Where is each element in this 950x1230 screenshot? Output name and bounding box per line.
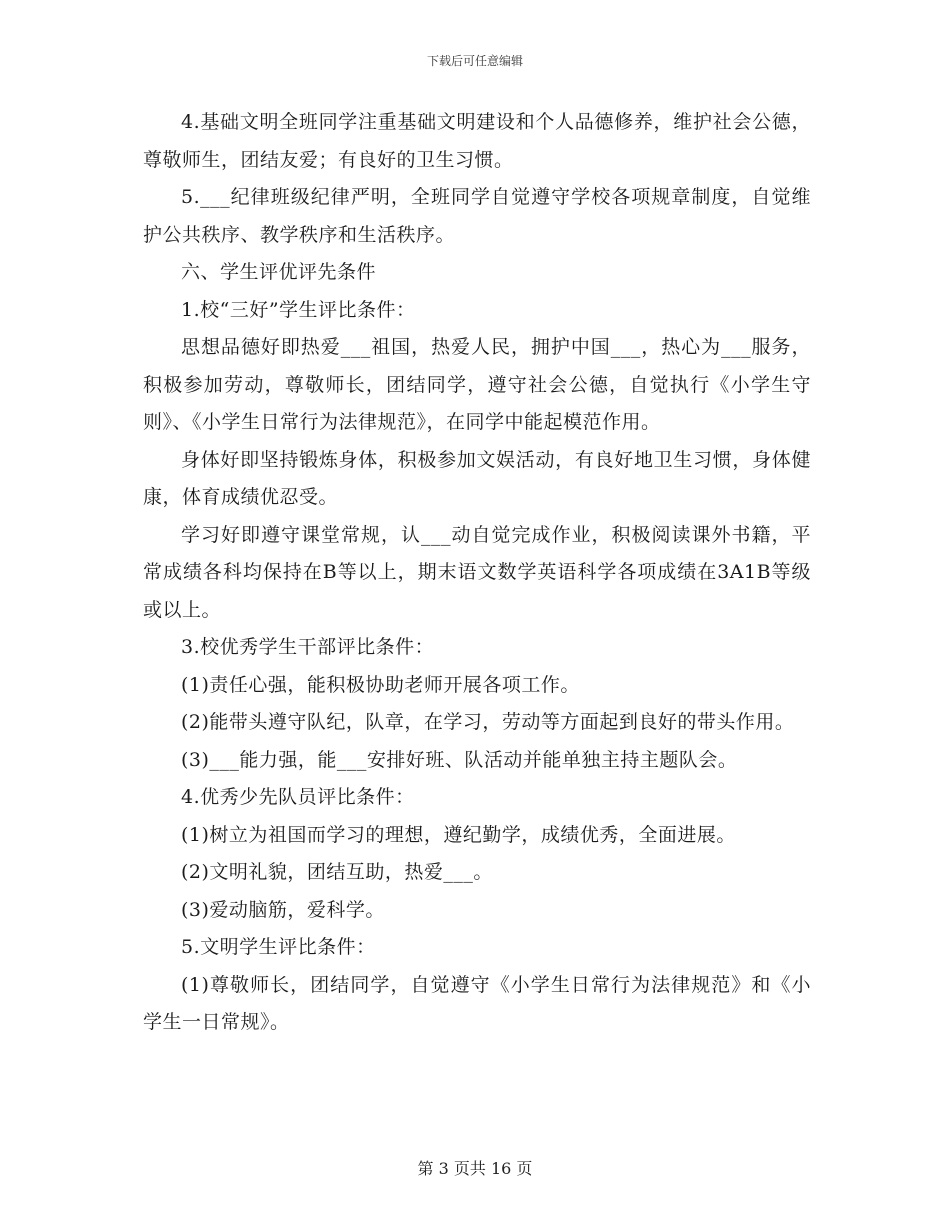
subheading-three-good: 1.校“三好”学生评比条件：	[181, 298, 416, 321]
paragraph-physical: 身体好即坚持锻炼身体，积极参加文娱活动，有良好地卫生习惯，身体健康，体育成绩优忍受。	[143, 448, 811, 508]
list-item: (1)尊敬师长，团结同学，自觉遵守《小学生日常行为法律规范》和《小学生一日常规》。	[143, 973, 811, 1033]
list-item: (1)责任心强，能积极协助老师开展各项工作。	[181, 673, 580, 696]
subheading-civil-student: 5.文明学生评比条件：	[181, 936, 376, 958]
paragraph-moral: 思想品德好即热爱___祖国，热爱人民，拥护中国___，热心为___服务，积极参加劳动，尊敬师长，团结同学，遵守社会公德，自觉执行《小学生守则》、《小学生日常行为法律规范》，在同学中能起模范作用。	[143, 336, 811, 433]
document-body	[143, 104, 811, 1042]
paragraph-study: 学习好即遵守课堂常规，认___动自觉完成作业，积极阅读课外书籍，平常成绩各科均保持在B等以上，期末语文数学英语科学各项成绩在3A1B等级或以上。	[143, 523, 811, 621]
list-item: (2)能带头遵守队纪，队章，在学习，劳动等方面起到良好的带头作用。	[181, 711, 795, 733]
page-header: 下载后可任意编辑	[426, 54, 523, 68]
page-number: 第 3 页共 16 页	[417, 1159, 533, 1178]
subheading-cadre: 3.校优秀学生干部评比条件：	[181, 636, 435, 658]
paragraph-basic-civility: 4.基础文明全班同学注重基础文明建设和个人品德修养，维护社会公德，尊敬师生，团结友爱；有良好的卫生习惯。	[143, 111, 811, 171]
list-item: (3)___能力强，能___安排好班、队活动并能单独主持主题队会。	[181, 748, 738, 771]
subheading-pioneer: 4.优秀少先队员评比条件：	[181, 786, 415, 808]
paragraph-discipline: 5.___纪律班级纪律严明，全班同学自觉遵守学校各项规章制度，自觉维护公共秩序、教学秩序和生活秩序。	[143, 186, 811, 246]
list-item: (2)文明礼貌，团结互助，热爱___。	[181, 861, 493, 883]
list-item: (1)树立为祖国而学习的理想，遵纪勤学，成绩优秀，全面进展。	[181, 823, 736, 846]
section-heading: 六、学生评优评先条件	[181, 261, 377, 283]
list-item: (3)爱动脑筋，爱科学。	[181, 898, 385, 921]
